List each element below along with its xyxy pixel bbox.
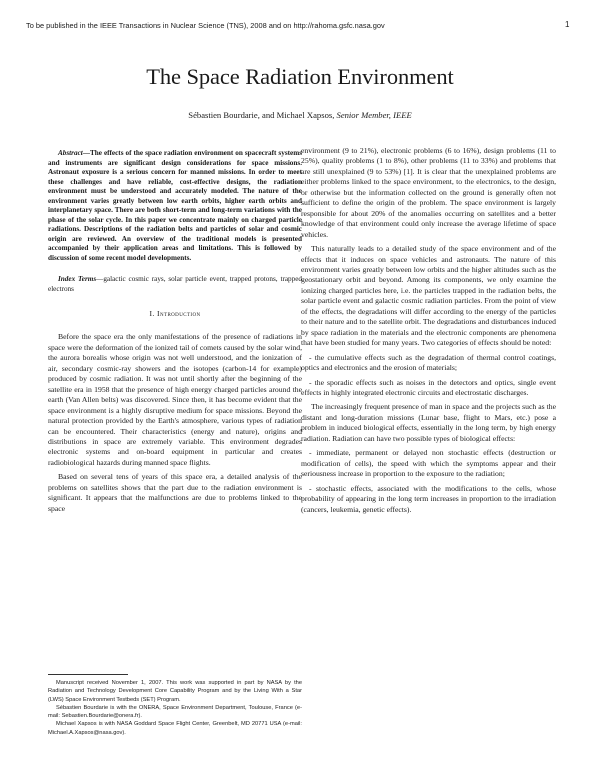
list-item: - the sporadic effects such as noises in the detectors and optics, single event effects in highly integrated electronic circuits and electrostatic discharges. [301,377,556,397]
footnote-rule [48,674,128,675]
footnote: Manuscript received November 1, 2007. This work was supported in part by NASA by the Radiation and Technology Development Core Capability Program and by the Living With a Star (LWS) Space Environment Testbeds (SET) Program. [48,680,302,703]
author-names: Sébastien Bourdarie, and Michael Xapsos, [188,110,335,120]
list-item: - the cumulative effects such as the degradation of thermal control coatings, optics and electronics and the erosion of materials; [301,352,556,373]
index-terms-lead: Index Terms [58,275,97,283]
paragraph: This naturally leads to a detailed study of the space environment and of the effects that it induces on space vehicles and astronauts. The nature of this environment varies greatly between low orbits and the higher altitudes such as the geostationary orbit and beyond. Among its components, we only examine the ionizing charged particles here, i.e. the particles trapped in the radiation belts, the solar particle event and galactic cosmic radiation particles. From the point of view of the effects, the degradations will differ according to the energy of the particles to their nature and to the satellite orbit. The degradations and disturbances induced by space radiation in the materials and the electronic components are phenomena that have been studied for many years. Two categories of effects should be noted: [301,244,556,348]
paragraph: Based on several tens of years of this space era, a detailed analysis of the problems on satellites shows that the part due to the radiation environment is significant. It appears that the malfunctions are due to problems linked to the space [48,472,302,513]
index-terms [48,275,302,294]
paragraph: Before the space era the only manifestations of the presence of radiations in space were the deformation of the ionized tail of comets caused by the solar wind, the aurora borealis whose origin was not well understood, and the ionization of air, secondary cosmic-ray showers and the isotopes (carbon-14 for example) produced by cosmic radiation. It was not until shortly after the beginning of the satellite era in 1958 that the presence of high energy charged particles around the earth (Van Allen belts) was discovered. Since then, it has become evident that the space environment is a highly disruptive medium for space missions. Beyond the natural protection provided by the Earth's atmosphere, various types of radiation can be encountered. Their characteristics (energy and nature), origins and distributions in space are extremely variable. This environment degrades electronic systems and on-board equipment in particular and creates radiobiological hazards during manned space flights. [48,332,302,467]
author-membership: Senior Member, IEEE [336,110,412,120]
right-column [301,146,556,515]
section-name: Introduction [157,309,201,318]
footnote: Michael Xapsos is with NASA Goddard Space Flight Center, Greenbelt, MD 20771 USA (e-mail: Michael.A.Xapsos@nasa.gov). [48,721,302,736]
paper-title: The Space Radiation Environment [146,64,454,89]
footnotes [48,679,302,737]
index-terms-text: —galactic cosmic rays, solar particle event, trapped protons, trapped electrons [48,275,302,293]
author-line [0,110,600,120]
section-number: I. [149,309,155,318]
paragraph: The increasingly frequent presence of man in space and the projects such as the distant and long-duration missions (Lunar base, flight to Mars, etc.) pose a problem in induced biological effects, essentially in the long term, by high energy radiation. Radiation can have two possible types of biological effects: [301,402,556,443]
publication-note: To be published in the IEEE Transactions in Nuclear Science (TNS), 2008 and on http://rahoma.gsfc.nasa.gov [26,21,385,30]
list-item: - stochastic effects, associated with the modifications to the cells, whose probability of appearing in the long term increases in proportion to the irradiation (cancers, leukemia, genetic effects). [301,483,556,514]
paragraph: environment (9 to 21%), electronic problems (6 to 16%), design problems (11 to 25%), quality problems (1 to 8%), other problems (11 to 33%) and problems that are still unexplained (9 to 53%) [1]. It is clear that the unexplained problems are either problems linked to the space environment, to the electronics, to the design, or otherwise but the information collected on the ground is generally often not sufficient to define the origin of the problem. The space environment is largely responsible for about 20% of the anomalies occurring on satellites and a better knowledge of that environment could only increase the average lifetime of space vehicles. [301,146,556,239]
footnote: Sébastien Bourdarie is with the ONERA, Space Environment Department, Toulouse, France (e-mail: Sebastien.Bourdarie@onera.fr). [48,704,302,720]
section-heading [48,309,302,319]
left-column [48,149,302,514]
abstract-text: —The effects of the space radiation environment on spacecraft systems and instruments are significant design considerations for space missions. Astronaut exposure is a serious concern for manned missions. In order to meet these challenges and have reliable, cost-effective designs, the radiation environment must be understood and accurately modeled. The nature of the environment varies greatly between low earth orbits, higher earth orbits and interplanetary space. There are both short-term and long-term variations with the phase of the solar cycle. In this paper we concentrate mainly on charged particle radiations. Descriptions of the radiation belts and particles of solar and cosmic origin are reviewed. An overview of the traditional models is presented accompanied by their application areas and limitations. This is followed by discussion of some recent model developments. [48,149,302,262]
list-item: - immediate, permanent or delayed non stochastic effects (destruction or modification of cells), the speed with which the symptoms appear and their seriousness increase in proportion to the exposure to the radiation; [301,448,556,479]
abstract-lead: Abstract [58,149,83,157]
abstract [48,149,302,263]
page-number: 1 [565,20,570,29]
